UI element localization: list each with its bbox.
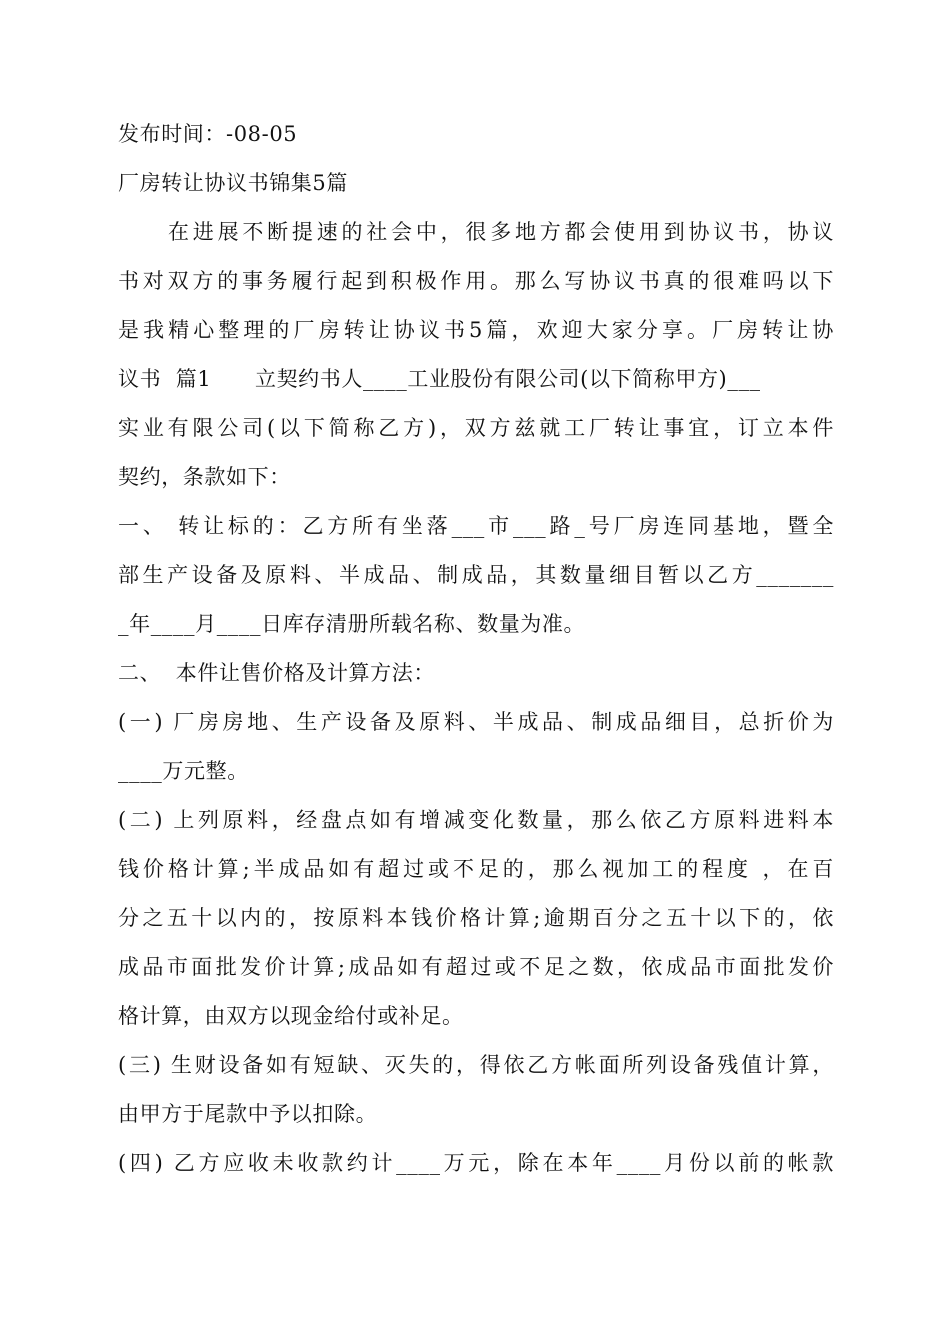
document-page [118,110,834,1188]
body-line: 实业有限公司(以下简称乙方)，双方兹就工厂转让事宜，订立本件 [118,416,834,440]
clause-line: (二) 上列原料，经盘点如有增减变化数量，那么依乙方原料进料本 [118,808,834,832]
publish-time: 发布时间：-08-05 [118,122,298,146]
clause-line: 部生产设备及原料、半成品、制成品，其数量细目暂以乙方_______ [118,563,834,587]
clause-line: (四) 乙方应收未收款约计____万元，除在本年____月份以前的帐款 [118,1151,834,1175]
document-title: 厂房转让协议书锦集5篇 [118,171,348,195]
clause-line: 由甲方于尾款中予以扣除。 [118,1102,378,1126]
clause-line: 一、 转让标的：乙方所有坐落___市___路_号厂房连同基地，暨全 [118,514,834,538]
clause-line: 钱价格计算;半成品如有超过或不足的，那么视加工的程度 ，在百 [118,857,834,881]
clause-line: 成品市面批发价计算;成品如有超过或不足之数，依成品市面批发价 [118,955,834,979]
body-line: 书对双方的事务履行起到积极作用。那么写协议书真的很难吗以下 [118,269,834,293]
clause-line: 二、 本件让售价格及计算方法： [118,661,435,685]
body-line: 在进展不断提速的社会中，很多地方都会使用到协议书，协议 [168,220,834,244]
clause-line: 格计算，由双方以现金给付或补足。 [118,1004,464,1028]
clause-line: (一) 厂房房地、生产设备及原料、半成品、制成品细目，总折价为 [118,710,834,734]
clause-line: 分之五十以内的，按原料本钱价格计算;逾期百分之五十以下的，依 [118,906,834,930]
body-line: 是我精心整理的厂房转让协议书5篇，欢迎大家分享。厂房转让协 [118,318,834,342]
clause-line: ____万元整。 [118,759,249,783]
body-line: 契约，条款如下： [118,465,291,489]
clause-line: (三) 生财设备如有短缺、灭失的，得依乙方帐面所列设备残值计算， [118,1053,834,1077]
body-line: 议书 篇1 立契约书人____工业股份有限公司(以下简称甲方)___ [118,367,761,391]
clause-line: _年____月____日库存清册所载名称、数量为准。 [118,612,586,636]
